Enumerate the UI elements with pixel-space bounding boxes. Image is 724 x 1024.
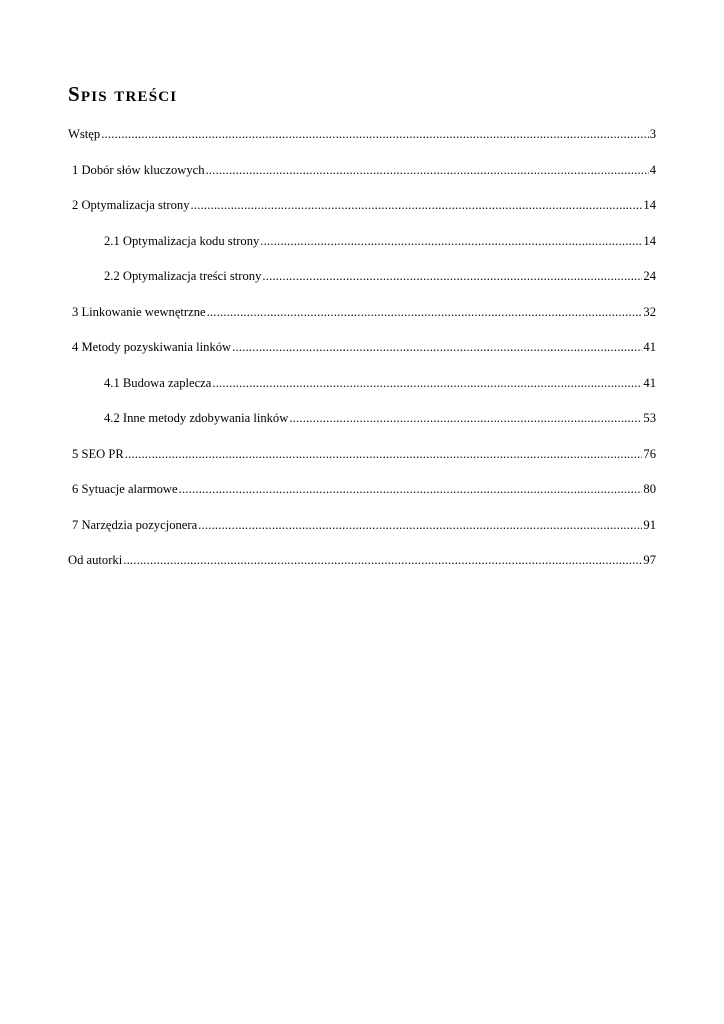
- dot-leader: [289, 410, 642, 426]
- toc-entry-label: 1 Dobór słów kluczowych: [72, 162, 205, 177]
- toc-entry-chapter-5[interactable]: [68, 446, 656, 482]
- toc-entry-label: 4.2 Inne metody zdobywania linków: [104, 411, 289, 425]
- toc-entry-label: 2.2 Optymalizacja treści strony: [104, 269, 262, 283]
- toc-entry-afterword[interactable]: [68, 552, 656, 588]
- toc-entry-chapter-2[interactable]: [68, 197, 656, 233]
- toc-entry-page-number: 80: [643, 482, 656, 496]
- toc-entry-chapter-3[interactable]: [68, 304, 656, 340]
- toc-list: [68, 126, 656, 588]
- toc-entry-label: 7 Narzędzia pozycjonera: [72, 517, 198, 532]
- toc-entry-page-number: 76: [643, 446, 656, 461]
- dot-leader: [101, 126, 649, 142]
- toc-entry-label: 2.1 Optymalizacja kodu strony: [104, 233, 260, 248]
- toc-entry-label: Od autorki: [68, 553, 123, 567]
- dot-leader: [262, 268, 642, 284]
- toc-entry-page-number: 53: [643, 411, 656, 425]
- toc-entry-label: 2 Optymalizacja strony: [72, 198, 190, 212]
- dot-leader: [232, 339, 642, 355]
- toc-entry-section-2-1[interactable]: [68, 233, 656, 269]
- toc-entry-page-number: 14: [643, 198, 656, 212]
- toc-entry-chapter-4[interactable]: [68, 339, 656, 375]
- toc-entry-chapter-7[interactable]: [68, 517, 656, 553]
- toc-entry-page-number: 4: [649, 162, 656, 177]
- toc-entry-page-number: 91: [643, 517, 656, 532]
- dot-leader: [198, 517, 642, 533]
- toc-entry-label: 4 Metody pozyskiwania linków: [72, 340, 232, 354]
- toc-title: Spis treści: [68, 82, 178, 106]
- toc-entry-chapter-1[interactable]: [68, 162, 656, 198]
- toc-entry-section-4-2[interactable]: [68, 410, 656, 446]
- toc-entry-label: 5 SEO PR: [72, 446, 124, 461]
- toc-entry-page-number: 41: [643, 375, 656, 390]
- toc-entry-chapter-6[interactable]: [68, 481, 656, 517]
- toc-entry-page-number: 97: [643, 553, 656, 567]
- dot-leader: [260, 233, 642, 249]
- dot-leader: [191, 197, 643, 213]
- dot-leader: [212, 375, 642, 391]
- dot-leader: [179, 481, 643, 497]
- toc-entry-label: 3 Linkowanie wewnętrzne: [72, 304, 206, 319]
- dot-leader: [123, 552, 642, 568]
- dot-leader: [125, 446, 643, 462]
- dot-leader: [207, 304, 643, 320]
- dot-leader: [206, 162, 649, 178]
- toc-entry-label: 6 Sytuacje alarmowe: [72, 482, 178, 496]
- toc-entry-intro[interactable]: [68, 126, 656, 162]
- toc-entry-page-number: 32: [643, 304, 656, 319]
- toc-entry-label: Wstęp: [68, 127, 101, 141]
- toc-entry-page-number: 3: [649, 127, 656, 141]
- toc-entry-page-number: 24: [643, 269, 656, 283]
- toc-entry-page-number: 14: [643, 233, 656, 248]
- toc-entry-section-2-2[interactable]: [68, 268, 656, 304]
- toc-entry-label: 4.1 Budowa zaplecza: [104, 375, 212, 390]
- toc-entry-section-4-1[interactable]: [68, 375, 656, 411]
- toc-entry-page-number: 41: [643, 340, 656, 354]
